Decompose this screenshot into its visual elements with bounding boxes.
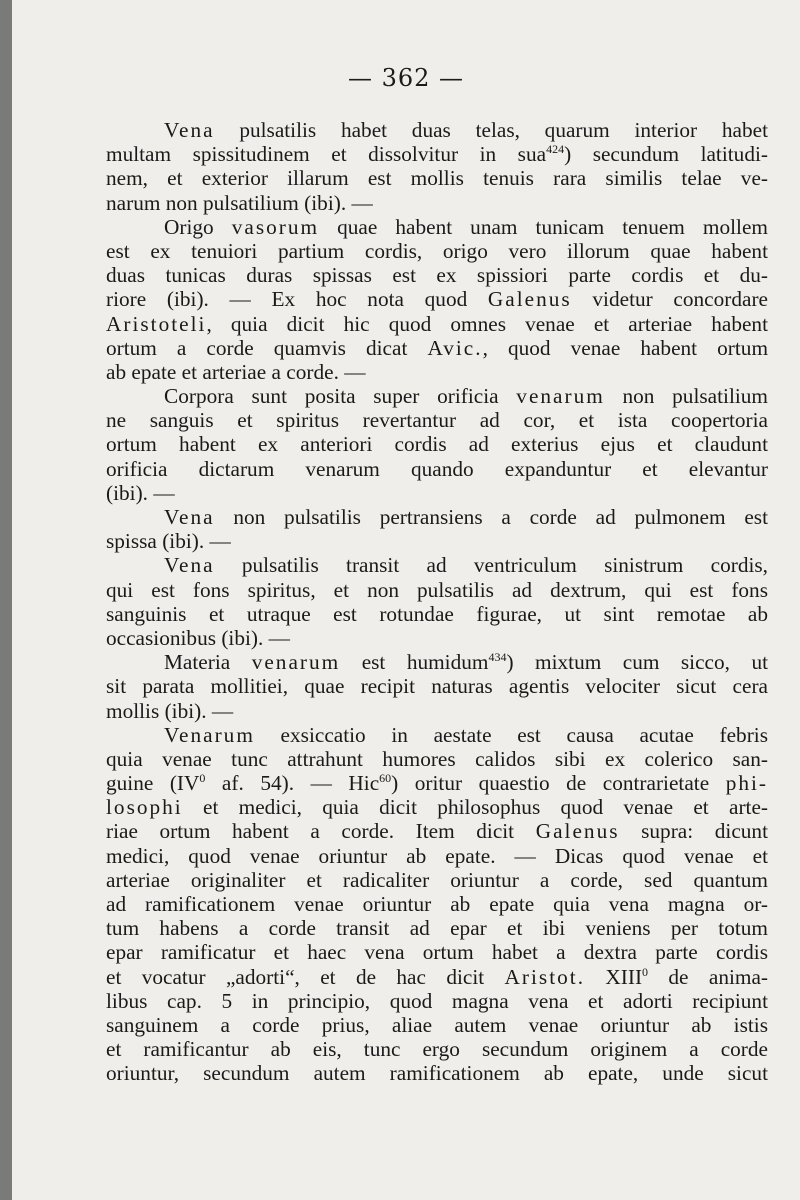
text-line	[106, 1037, 768, 1061]
text-line	[106, 868, 768, 892]
text-line	[106, 723, 768, 747]
text-line	[106, 650, 768, 674]
text-segment: Materia	[164, 650, 252, 675]
text-segment: pulsatilis transit ad ventriculum sinistrum cordis,	[214, 553, 768, 578]
text-line	[106, 844, 768, 868]
text-segment: ortum habent ex anteriori cordis ad exterius ejus et claudunt	[106, 432, 768, 457]
text-line	[106, 578, 768, 602]
text-segment: et ramificantur ab eis, tunc ergo secundum originem a corde	[106, 1037, 768, 1062]
text-segment: XIII	[585, 964, 643, 989]
text-segment: oriuntur, secundum autem ramificationem ab epate, unde sicut	[106, 1061, 768, 1086]
text-line	[106, 795, 768, 819]
text-line	[106, 263, 768, 287]
text-line	[106, 360, 768, 384]
text-segment: tum habens a corde transit ad epar et ibi veniens per totum	[106, 916, 768, 941]
text-line	[106, 481, 768, 505]
text-segment: quia venae tunc attrahunt humores calidos sibi ex colerico san-	[106, 746, 768, 771]
text-segment: non pulsatilium	[604, 384, 768, 409]
text-line	[106, 771, 768, 795]
text-segment: libus cap. 5 in principio, quod magna vena et adorti recipiunt	[106, 988, 768, 1013]
text-segment: duas tunicas duras spissas est ex spissiori parte cordis et du-	[106, 263, 768, 288]
text-line	[106, 408, 768, 432]
text-line	[106, 1061, 768, 1085]
text-line	[106, 699, 768, 723]
spaced-name: Venarum	[164, 722, 255, 747]
spaced-name: Aristot.	[504, 964, 586, 989]
text-line	[106, 312, 768, 336]
text-segment: ) oritur quaestio de contrarietate	[391, 771, 726, 796]
text-segment: sanguinis et utraque est rotundae figurae, ut sint remotae ab	[106, 601, 768, 626]
footnote-ref: 434	[488, 650, 507, 665]
text-line	[106, 602, 768, 626]
text-line	[106, 457, 768, 481]
text-line	[106, 916, 768, 940]
book-page	[12, 0, 800, 1200]
text-segment: occasionibus (ibi). —	[106, 625, 290, 650]
spaced-name: venarum	[251, 650, 341, 675]
spaced-name: phi-	[725, 771, 768, 796]
text-segment: Origo	[164, 214, 232, 239]
text-segment: , quia dicit hic quod omnes venae et arteriae habent	[206, 311, 768, 336]
text-segment: ) mixtum cum sicco, ut	[506, 650, 769, 675]
text-line	[106, 1013, 768, 1037]
text-line	[106, 989, 768, 1013]
text-segment: exsiccatio in aestate est causa acutae febris	[254, 722, 768, 747]
spaced-name: losophi	[106, 795, 183, 820]
text-segment: qui est fons spiritus, et non pulsatilis ad dextrum, qui est fons	[106, 577, 768, 602]
text-line	[106, 384, 768, 408]
text-line	[106, 166, 768, 190]
text-segment: non pulsatilis pertransiens a corde ad pulmonem est	[214, 505, 768, 529]
text-line	[106, 432, 768, 456]
spaced-name: vasorum	[231, 214, 320, 239]
text-line	[106, 892, 768, 916]
text-segment: ) secundum latitudi-	[564, 142, 768, 167]
text-line	[106, 191, 768, 215]
text-segment: ab epate et arteriae a corde. —	[106, 359, 366, 384]
text-segment: , quod venae habent ortum	[482, 335, 769, 360]
text-line	[106, 965, 768, 989]
text-line	[106, 118, 768, 142]
text-segment: quae habent unam tunicam tenuem mollem	[319, 214, 768, 239]
footnote-ref: 0	[642, 964, 649, 979]
text-line	[106, 819, 768, 843]
text-segment: est ex tenuiori partium cordis, origo vero illorum quae habent	[106, 238, 768, 263]
text-segment: pulsatilis habet duas telas, quarum interior habet	[214, 118, 768, 142]
footnote-ref: 0	[199, 771, 206, 786]
footnote-ref: 60	[379, 771, 392, 786]
spaced-name: Vena	[164, 505, 215, 529]
text-line	[106, 626, 768, 650]
text-line	[106, 529, 768, 553]
text-segment: (ibi). —	[106, 480, 175, 505]
text-line	[106, 505, 768, 529]
text-segment: af. 54). — Hic	[205, 771, 380, 796]
text-segment: spissa (ibi). —	[106, 529, 231, 554]
text-segment: ad ramificationem venae oriuntur ab epate quia vena magna or-	[106, 892, 768, 916]
text-segment: sanguinem a corde prius, aliae autem venae oriuntur ab istis	[106, 1012, 768, 1037]
page-number: — 362 —	[347, 64, 465, 92]
text-line	[106, 215, 768, 239]
text-segment: de anima-	[648, 964, 768, 989]
text-segment: riore (ibi). — Ex hoc nota quod	[106, 287, 488, 312]
spaced-name: Galenus	[535, 819, 620, 844]
text-segment: narum non pulsatilium (ibi). —	[106, 190, 373, 215]
text-segment: est humidum	[340, 650, 489, 675]
text-segment: Corpora sunt posita super orificia	[164, 384, 517, 409]
text-segment: ortum a corde quamvis dicat	[106, 335, 428, 360]
text-segment: epar ramificatur et haec vena ortum habet a dextra parte cordis	[106, 940, 768, 965]
spaced-name: Vena	[164, 553, 215, 578]
text-line	[106, 553, 768, 577]
text-line	[106, 674, 768, 698]
text-segment: et medici, quia dicit philosophus quod venae et arte-	[182, 795, 768, 820]
spaced-name: Galenus	[487, 287, 572, 312]
spaced-name: Vena	[164, 118, 215, 142]
text-segment: mollis (ibi). —	[106, 698, 234, 723]
text-line	[106, 287, 768, 311]
text-segment: ne sanguis et spiritus revertantur ad cor, et ista coopertoria	[106, 408, 768, 433]
text-segment: multam spissitudinem et dissolvitur in sua	[106, 142, 547, 167]
text-line	[106, 239, 768, 263]
text-segment: guine (IV	[106, 771, 200, 796]
text-line	[106, 940, 768, 964]
text-segment: videtur concordare	[571, 287, 768, 312]
text-line	[106, 142, 768, 166]
body-text	[106, 118, 768, 1086]
text-segment: et vocatur „adorti“, et de hac dicit	[106, 964, 505, 989]
text-line	[106, 336, 768, 360]
text-segment: arteriae originaliter et radicaliter oriuntur a corde, sed quantum	[106, 867, 768, 892]
text-line	[106, 747, 768, 771]
text-segment: nem, et exterior illarum est mollis tenuis rara similis telae ve-	[106, 166, 768, 191]
text-segment: orificia dictarum venarum quando expanduntur et elevantur	[106, 456, 768, 481]
spaced-name: venarum	[516, 384, 605, 409]
footnote-ref: 424	[546, 142, 565, 157]
spaced-name: Aristoteli	[106, 311, 207, 336]
spaced-name: Avic.	[427, 335, 483, 360]
text-segment: supra: dicunt	[619, 819, 768, 844]
text-segment: medici, quod venae oriuntur ab epate. — Dicas quod venae et	[106, 843, 768, 868]
text-segment: sit parata mollitiei, quae recipit naturas agentis velociter sicut cera	[106, 674, 768, 699]
text-segment: riae ortum habent a corde. Item dicit	[106, 819, 536, 844]
